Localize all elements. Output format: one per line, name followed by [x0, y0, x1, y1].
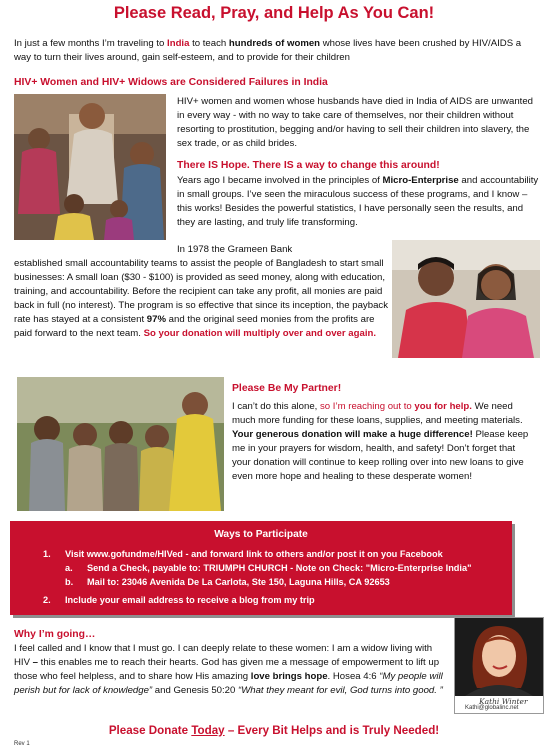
why-paragraph: I feel called and I know that I must go. I can deeply relate to these women: I am a widow living with HIV – this enables me to reach their hearts. God has given me a message of empowerment to lift up those who feel helpless, and to share how His amazing love brings hope. Hosea 4:6 “My people will perish but for lack of knowledge” and Genesis 50:20 “What they meant for evil, God turns into good. ”: [14, 643, 443, 696]
hope-paragraph: Years ago I became involved in the principles of Micro-Enterprise and accountability in small groups. I’ve seen the miraculous success of these programs, and I know – this works! Besides the powerful statistics, I have personally seen the results, and they are lasting, and truly life transforming.: [177, 175, 539, 228]
portrait-photo: [455, 618, 543, 696]
ways-title: Ways to Participate: [214, 529, 308, 540]
section-heading-why: Why I’m going…: [14, 629, 96, 640]
multiply-highlight: So your donation will multiply over and over again.: [143, 327, 377, 339]
failures-paragraph: HIV+ women and women whose husbands have died in India of AIDS are unwanted in every way - with no way to take care of themselves, nor their children without resorting to prostitution, begging and/or having to sell their children into slavery, the sex trade, or as child brides.: [177, 96, 533, 149]
two-women-photo: [392, 240, 540, 358]
today-underlined: Today: [191, 724, 225, 737]
portrait-signature: Kathi Winter: [479, 697, 528, 706]
women-group-photo-art: [14, 94, 166, 240]
grameen-paragraph: established small accountability teams to assist the people of Bangladesh to start small businesses: A small loan ($30 - $100) is provided as seed money, along with education, training, and accountability. Before the recipient can take any profit, all monies are paid back in full (no interest). The program is so effective that since its inception, the payback rate has stayed at a consistent 97% and the original seed monies from the profits are paid forward to the next team. So your donation will multiply over and over again.: [14, 258, 388, 339]
revision-label: Rev 1: [14, 741, 30, 747]
ways-item-2: 2. Include your email address to receive a blog from my trip: [43, 595, 315, 605]
children-photo: [17, 377, 224, 511]
intro-paragraph: In just a few months I’m traveling to India to teach hundreds of women whose lives have been crushed by HIV/AIDS a way to turn their lives around, gain self-esteem, and to provide for their children: [14, 38, 522, 63]
portrait-email: Kathi@globalinc.net: [465, 705, 519, 711]
page-title: Please Read, Pray, and Help As You Can!: [113, 4, 435, 22]
ways-sub-b: b. Mail to: 23046 Avenida De La Carlota, Ste 150, Laguna Hills, CA 92653: [65, 577, 390, 587]
section-heading-partner: Please Be My Partner!: [232, 383, 342, 394]
gofundme-link[interactable]: Visit www.gofundme/HIVed - and forward link to others and/or post it on you Facebook: [65, 549, 443, 559]
ways-sub-a: a. Send a Check, payable to: TRIUMPH CHURCH - Note on Check: "Micro-Enterprise India": [65, 563, 472, 573]
portrait-card: [454, 617, 544, 714]
ways-item-1: 1. Visit www.gofundme/HIVed - and forward link to others and/or post it on you Facebook: [43, 549, 443, 559]
footer-call-to-action: Please Donate Today – Every Bit Helps and is Truly Needed!: [108, 724, 440, 737]
india-highlight: India: [167, 38, 190, 49]
two-women-photo-art: [392, 240, 540, 358]
children-photo-art: [17, 377, 224, 511]
ways-to-participate-box: [10, 521, 512, 615]
partner-paragraph: I can’t do this alone, so I’m reaching out to you for help. We need much more funding for these loans, supplies, and meeting materials. Your generous donation will make a huge difference! Please keep me in your prayers for wisdom, health, and safety! Don’t forget that your donation will continue to keep rolling over into new loans to give even more hope and healing to these desperate women!: [232, 401, 529, 482]
section-heading-hope: There IS Hope. There IS a way to change this around!: [177, 160, 440, 171]
section-heading-failures: HIV+ Women and HIV+ Widows are Considered Failures in India: [14, 77, 328, 88]
women-group-photo: [14, 94, 166, 240]
grameen-lead: In 1978 the Grameen Bank: [177, 244, 293, 255]
